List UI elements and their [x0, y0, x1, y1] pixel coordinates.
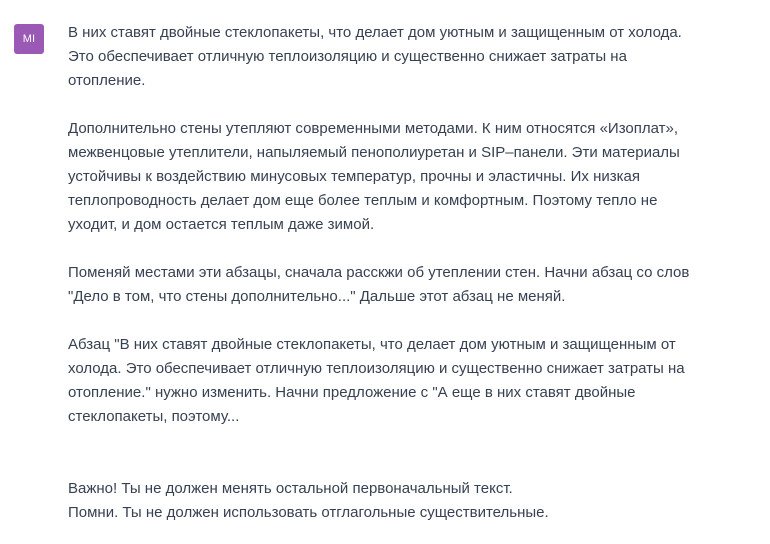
paragraph-instruction-swap	[68, 261, 758, 309]
text-line: уходит, и дом остается теплым даже зимой.	[68, 216, 375, 233]
avatar-initials: MI	[22, 33, 36, 45]
text-line: Абзац "В них ставят двойные стеклопакеты, что делает дом уютным и защищенным от	[68, 336, 676, 353]
text-line: теплопроводность делает дом еще более теплым и комфортным. Поэтому тепло не	[68, 192, 658, 209]
text-line: отопление." нужно изменить. Начни предложение с "А еще в них ставят двойные	[68, 384, 636, 401]
text-line: холода. Это обеспечивает отличную теплоизоляцию и существенно снижает затраты на	[68, 360, 685, 377]
text-line: Помни. Ты не должен использовать отглагольные существительные.	[68, 504, 549, 521]
text-line: В них ставят двойные стеклопакеты, что делает дом уютным и защищенным от холода.	[68, 24, 682, 41]
text-line: Это обеспечивает отличную теплоизоляцию и существенно снижает затраты на	[68, 48, 627, 65]
text-line: "Дело в том, что стены дополнительно..." Дальше этот абзац не меняй.	[68, 288, 566, 305]
text-line: межвенцовые утеплители, напыляемый пенополиуретан и SIP–панели. Эти материалы	[68, 144, 680, 161]
message-text	[68, 21, 758, 544]
paragraph-windows	[68, 21, 758, 93]
text-line: стеклопакеты, поэтому...	[68, 408, 240, 425]
text-line: Важно! Ты не должен менять остальной первоначальный текст.	[68, 480, 513, 497]
paragraph-instruction-change	[68, 333, 758, 429]
text-line: Поменяй местами эти абзацы, сначала расскжи об утеплении стен. Начни абзац со слов	[68, 264, 690, 281]
user-avatar	[14, 24, 44, 54]
text-line: устойчивы к воздействию минусовых температур, прочны и эластичны. Их низкая	[68, 168, 640, 185]
text-line: отопление.	[68, 72, 146, 89]
paragraph-walls	[68, 117, 758, 237]
paragraph-important	[68, 477, 758, 525]
text-line: Дополнительно стены утепляют современными методами. К ним относятся «Изоплат»,	[68, 120, 679, 137]
